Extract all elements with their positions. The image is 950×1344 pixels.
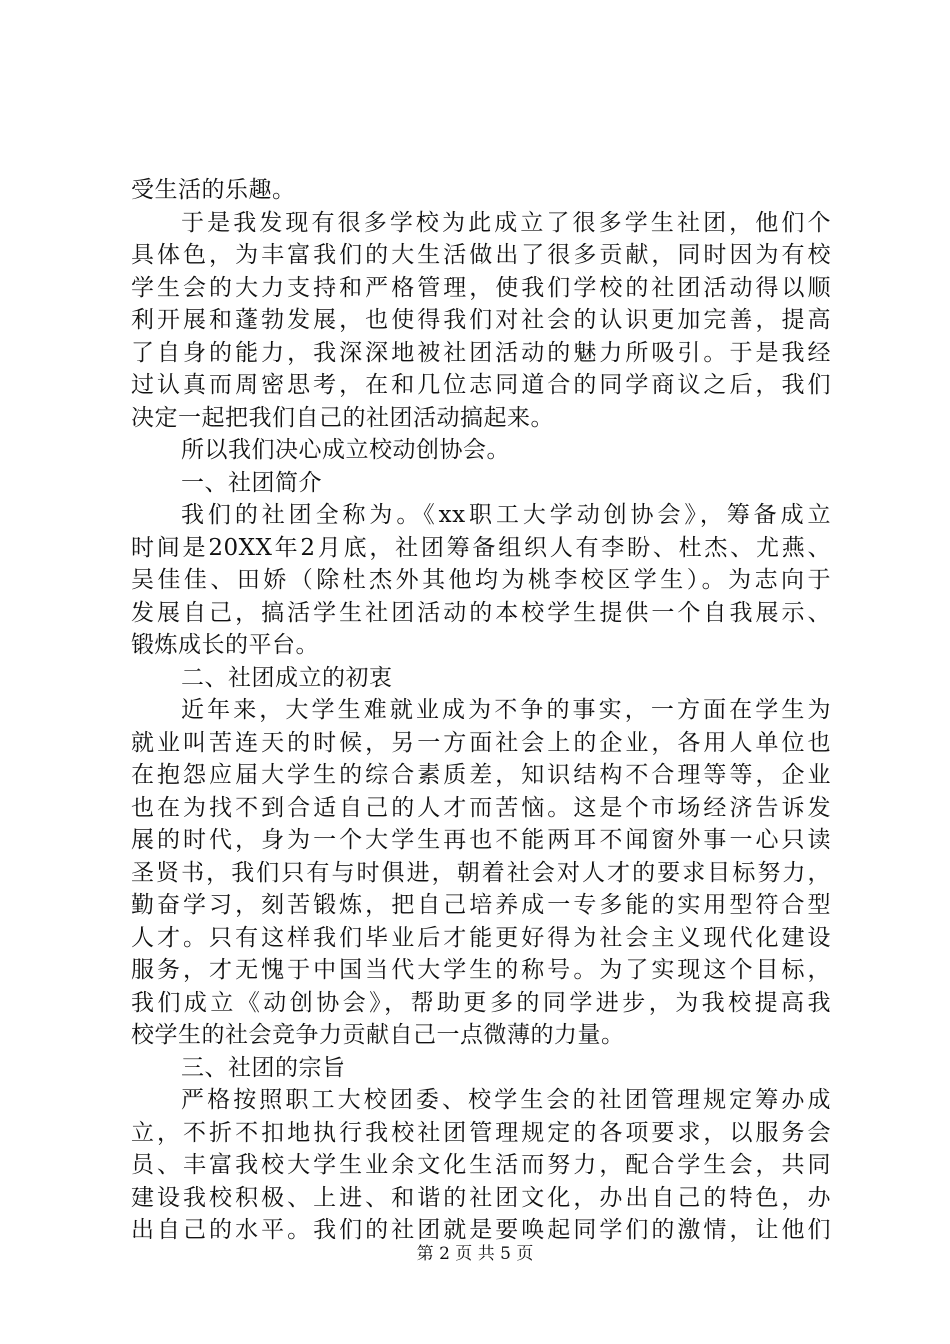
text-line: 严格按照职工大校团委、校学生会的社团管理规定筹办成 (181, 1087, 831, 1113)
text-line: 我们的社团全称为。《xx职工大学动创协会》，筹备成立 (181, 502, 831, 528)
text-line: 就业叫苦连天的时候，另一方面社会上的企业，各用人单位也 (131, 729, 831, 756)
text-line: 具体色，为丰富我们的大生活做出了很多贡献，同时因为有校 (131, 242, 831, 268)
text-line: 过认真而周密思考，在和几位志同道合的同学商议之后，我们 (131, 372, 831, 398)
text-line: 人才。只有这样我们毕业后才能更好得为社会主义现代化建设 (131, 924, 831, 951)
text-line: 我们成立《动创协会》，帮助更多的同学进步，为我校提高我 (131, 989, 831, 1016)
text-line: 时间是20XX年2月底，社团筹备组织人有李盼、杜杰、尤燕、 (131, 534, 831, 561)
text-line: 建设我校积极、上进、和谐的社团文化，办出自己的特色，办 (131, 1184, 831, 1211)
text-line: 近年来，大学生难就业成为不争的事实，一方面在学生为 (181, 697, 831, 723)
text-line: 三、社团的宗旨 (181, 1054, 346, 1081)
text-line: 一、社团简介 (181, 469, 322, 496)
text-line: 勤奋学习，刻苦锻炼，把自己培养成一专多能的实用型符合型 (131, 892, 831, 918)
text-line: 校学生的社会竞争力贡献自己一点微薄的力量。 (131, 1022, 625, 1048)
text-line: 决定一起把我们自己的社团活动搞起来。 (131, 404, 554, 431)
text-line: 展的时代，身为一个大学生再也不能两耳不闻窗外事一心只读 (131, 827, 831, 853)
text-line: 吴佳佳、田娇（除杜杰外其他均为桃李校区学生）。为志向于 (131, 567, 831, 593)
body-text (131, 174, 831, 1247)
text-line: 圣贤书，我们只有与时俱进，朝着社会对人才的要求目标努力， (131, 859, 831, 886)
text-line: 二、社团成立的初衷 (181, 664, 393, 691)
text-line: 锻炼成长的平台。 (131, 632, 319, 658)
text-line: 利开展和蓬勃发展，也使得我们对社会的认识更加完善，提高 (131, 307, 831, 333)
text-line: 服务，才无愧于中国当代大学生的称号。为了实现这个目标， (131, 957, 831, 983)
text-line: 发展自己，搞活学生社团活动的本校学生提供一个自我展示、 (131, 599, 831, 626)
text-line: 学生会的大力支持和严格管理，使我们学校的社团活动得以顺 (131, 274, 831, 301)
text-line: 了自身的能力，我深深地被社团活动的魅力所吸引。于是我经 (131, 339, 831, 366)
text-line: 立，不折不扣地执行我校社团管理规定的各项要求，以服务会 (131, 1119, 831, 1146)
text-line: 出自己的水平。我们的社团就是要唤起同学们的激情，让他们 (131, 1217, 831, 1243)
text-line: 在抱怨应届大学生的综合素质差，知识结构不合理等等，企业 (131, 762, 831, 788)
text-line: 也在为找不到合适自己的人才而苦恼。这是个市场经济告诉发 (131, 794, 831, 821)
text-line: 员、丰富我校大学生业余文化生活而努力，配合学生会，共同 (131, 1152, 831, 1178)
text-line: 所以我们决心成立校动创协会。 (181, 437, 510, 463)
text-line: 于是我发现有很多学校为此成立了很多学生社团，他们个 (181, 209, 831, 236)
page-footer: 第 2 页 共 5 页 (416, 1244, 534, 1264)
text-line: 受生活的乐趣。 (131, 177, 296, 203)
